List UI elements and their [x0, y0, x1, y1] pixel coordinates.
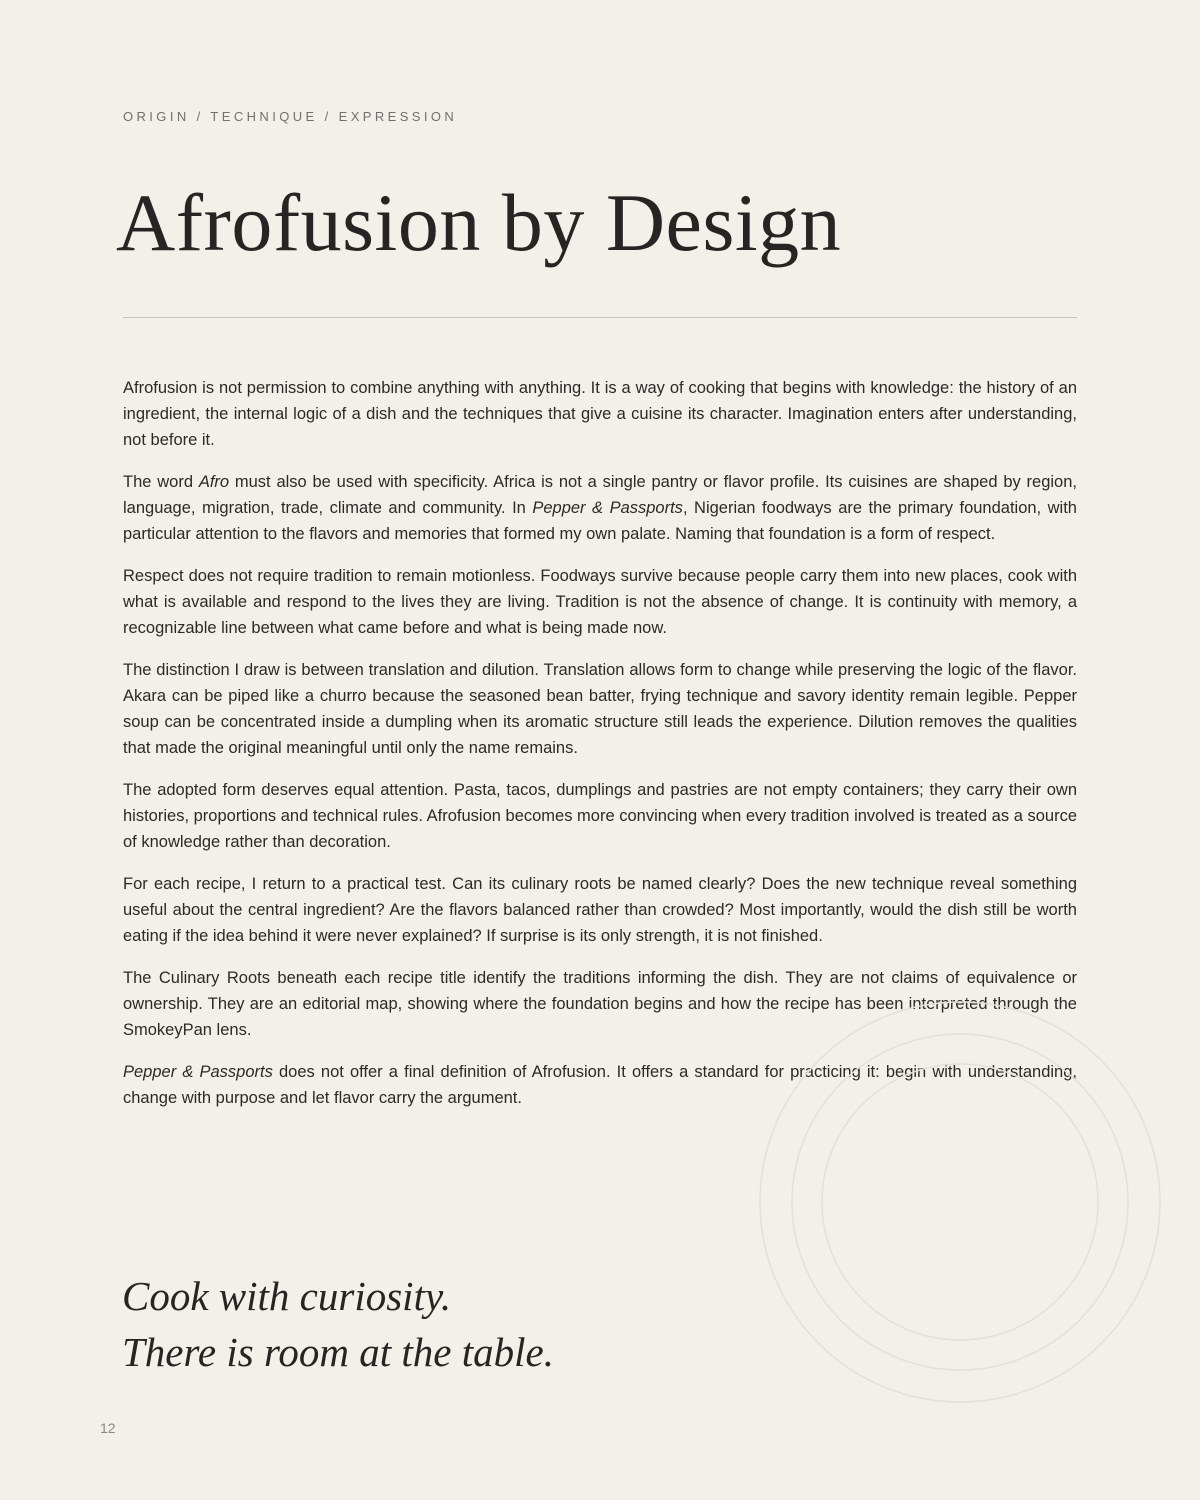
paragraph-1: Afrofusion is not permission to combine anything with anything. It is a way of cooking that begins with knowledge: the history of an ingredient, the internal logic of a dish and the techniques that give a cuisine its character. Imagination enters after understanding, not before it.	[123, 379, 1077, 449]
inner-ring	[822, 1064, 1098, 1340]
quote-line-1: Cook with curiosity.	[122, 1273, 452, 1319]
page-number: 12	[100, 1420, 116, 1436]
paragraph-7: The Culinary Roots beneath each recipe title identify the traditions informing the dish. They are not claims of equivalence or ownership. They are an editorial map, showing where the foundation begins and how the recipe has been interpreted through the SmokeyPan lens.	[123, 969, 1077, 1039]
paragraph-2-italic-afro: Afro	[198, 473, 230, 491]
paragraph-4: The distinction I draw is between translation and dilution. Translation allows form to change while preserving the logic of the flavor. Akara can be piped like a churro because the seasoned bean batter, frying technique and savory identity remain legible. Pepper soup can be concentrated inside a dumpling when its aromatic structure still leads the experience. Dilution removes the qualities that made the original meaningful until only the name remains.	[123, 661, 1077, 757]
closing-quote	[122, 1268, 554, 1380]
middle-ring	[792, 1034, 1128, 1370]
outer-ring	[760, 1002, 1160, 1402]
quote-line-2: There is room at the table.	[122, 1329, 554, 1375]
paragraph-6: For each recipe, I return to a practical test. Can its culinary roots be named clearly? Does the new technique reveal something useful about the central ingredient? Are the flavors balanced rather than crowded? Most importantly, would the dish still be worth eating if the idea behind it were never explained? If surprise is its only strength, it is not finished.	[123, 875, 1077, 945]
paragraph-8-text-b: does not offer a final definition of Afrofusion. It offers a standard for practicing it: begin with understanding, change with purpose and let flavor carry the argument.	[123, 1063, 1077, 1107]
title-divider	[123, 317, 1077, 318]
section-kicker: ORIGIN / TECHNIQUE / EXPRESSION	[123, 109, 458, 124]
paragraph-2-text-e: , Nigerian foodways are the primary foundation, with particular attention to the flavors and memories that formed my own palate. Naming that foundation is a form of respect.	[123, 499, 1077, 543]
paragraph-5: The adopted form deserves equal attention. Pasta, tacos, dumplings and pastries are not empty containers; they carry their own histories, proportions and technical rules. Afrofusion becomes more convincing when every tradition involved is treated as a source of knowledge rather than decoration.	[123, 781, 1077, 851]
paragraph-2-italic-book-title: Pepper & Passports	[532, 499, 683, 517]
paragraph-2-text-a: The word	[123, 473, 199, 491]
paragraph-8-italic-book-title: Pepper & Passports	[123, 1063, 273, 1081]
decorative-rings	[758, 1000, 1162, 1404]
paragraph-3: Respect does not require tradition to remain motionless. Foodways survive because people carry them into new places, cook with what is available and respond to the lives they are living. Tradition is not the absence of change. It is continuity with memory, a recognizable line between what came before and what is being made now.	[123, 567, 1077, 637]
page-title: Afrofusion by Design	[116, 177, 842, 268]
paragraph-2	[123, 469, 1077, 547]
paragraph-2-text-c: must also be used with specificity. Africa is not a single pantry or flavor profile. Its cuisines are shaped by region, language, migration, trade, climate and community. In	[123, 473, 1077, 517]
